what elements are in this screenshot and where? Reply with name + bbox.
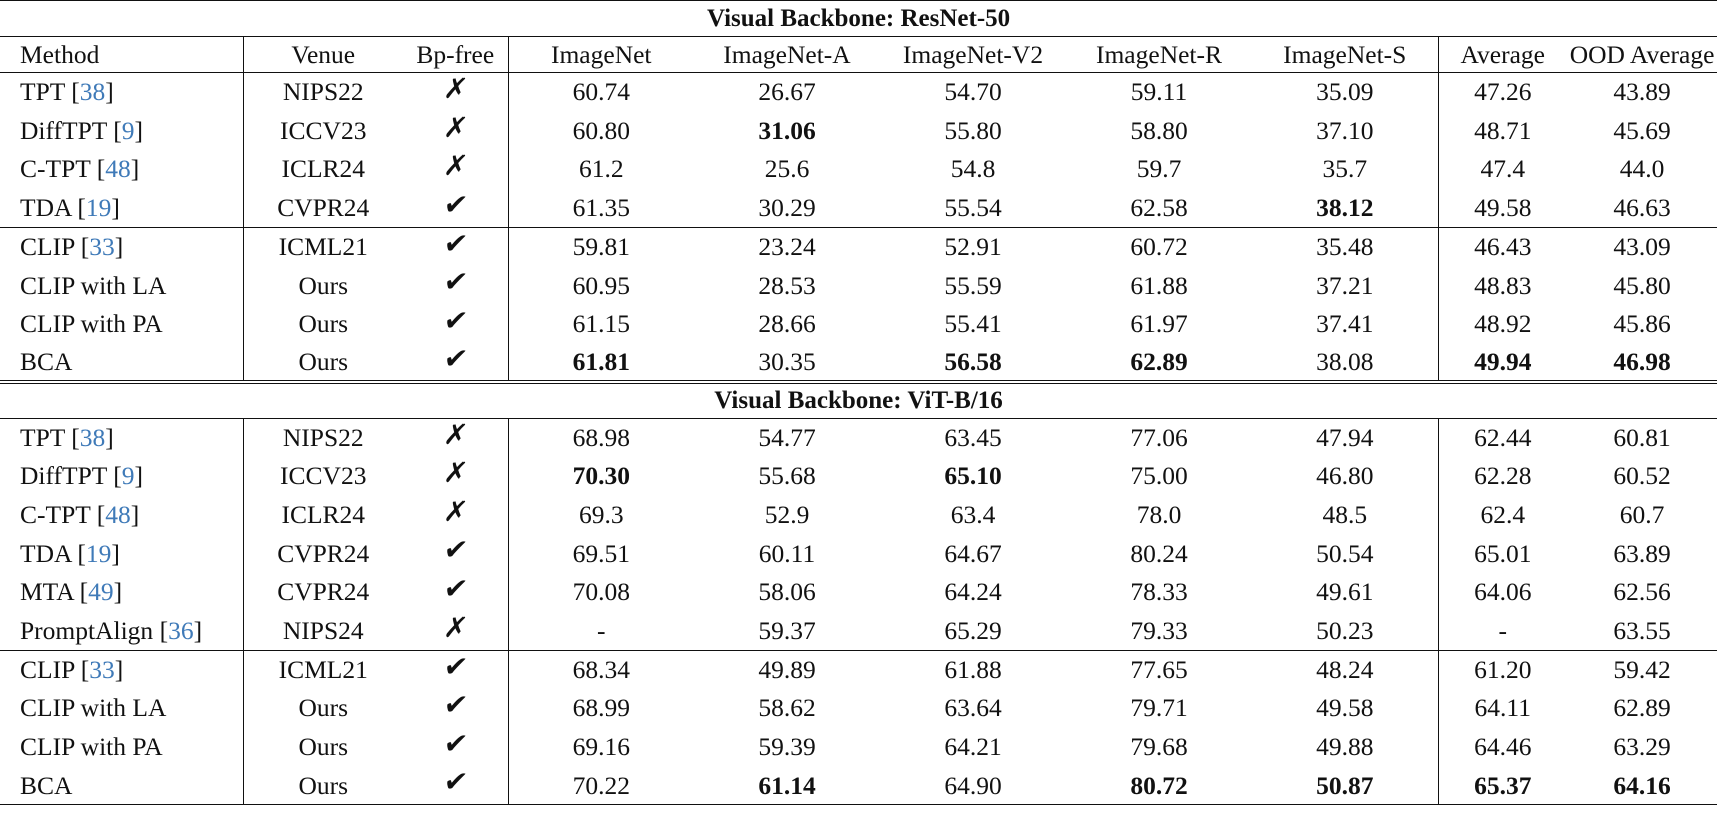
citation-bracket-open: [: [71, 538, 86, 568]
value-cell: 64.16: [1567, 766, 1717, 805]
table-row: [0, 689, 1717, 728]
column-header: ImageNet: [508, 37, 694, 73]
method-name: CLIP with PA: [20, 732, 163, 762]
value-cell: 35.48: [1252, 227, 1438, 266]
value-cell: 63.4: [950, 499, 996, 529]
value-cell: 35.09: [1252, 73, 1438, 112]
bp-free-cell: [403, 111, 508, 150]
value-cell: 61.15: [572, 309, 630, 339]
citation-bracket-close: ]: [113, 577, 123, 607]
citation-bracket-open: [: [90, 154, 106, 184]
value-cell: 28.66: [758, 309, 816, 339]
value-cell: 64.24: [944, 577, 1002, 607]
table-row: [0, 305, 1717, 344]
method-cell: [0, 766, 243, 805]
value-cell: 50.54: [1252, 534, 1438, 573]
value-cell: 80.24: [1130, 538, 1188, 568]
value-cell: 55.80: [944, 115, 1002, 145]
value-cell: 43.09: [1567, 227, 1717, 266]
bp-free-cell: [403, 495, 508, 534]
method-cell: [0, 495, 243, 534]
cross-icon: ✗: [441, 456, 470, 490]
bp-free-cell: [403, 343, 508, 382]
table-row: [0, 611, 1717, 650]
value-cell: 68.34: [508, 650, 694, 689]
venue-cell: ICML21: [243, 650, 403, 689]
citation-link[interactable]: 19: [85, 192, 112, 222]
citation-bracket-open: [: [106, 115, 122, 145]
value-cell: 49.89: [694, 650, 880, 689]
value-cell: 46.80: [1252, 457, 1438, 496]
value-cell: 54.70: [944, 77, 1002, 107]
table-row: [0, 266, 1717, 305]
method-cell: [0, 305, 243, 344]
venue-cell: ICLR24: [281, 499, 366, 529]
value-cell: 61.35: [572, 192, 630, 222]
value-cell: 79.71: [1130, 693, 1188, 723]
value-cell: 50.23: [1252, 611, 1438, 650]
bp-free-cell: [403, 573, 508, 612]
checkmark-icon: ✔: [441, 649, 470, 683]
value-cell: 70.08: [572, 577, 630, 607]
value-cell: 37.41: [1252, 305, 1438, 344]
value-cell: 78.0: [1136, 499, 1182, 529]
citation-link[interactable]: 49: [88, 577, 114, 607]
method-name: BCA: [20, 770, 73, 800]
value-cell: 60.81: [1567, 418, 1717, 457]
column-header: Method: [0, 37, 243, 73]
value-cell: 30.29: [758, 192, 816, 222]
value-cell: 61.14: [694, 766, 880, 805]
method-cell: [0, 418, 243, 457]
value-cell: 63.89: [1613, 538, 1671, 568]
citation-bracket-close: ]: [105, 422, 114, 452]
value-cell: 54.77: [694, 418, 880, 457]
value-cell: 69.51: [572, 538, 630, 568]
method-name: MTA: [20, 577, 74, 607]
citation-bracket-close: ]: [130, 499, 140, 529]
citation-bracket-open: [: [73, 577, 89, 607]
table-body: [0, 1, 1717, 805]
citation-link[interactable]: 36: [168, 615, 194, 645]
citation-link[interactable]: 33: [89, 232, 115, 262]
method-name: PromptAlign: [20, 615, 154, 645]
cross-icon: ✗: [441, 110, 470, 144]
citation-bracket-close: ]: [130, 154, 140, 184]
value-cell: 49.94: [1438, 343, 1567, 382]
method-name: CLIP: [20, 654, 75, 684]
venue-cell: CVPR24: [277, 538, 370, 568]
table-row: [0, 728, 1717, 767]
value-cell: 63.29: [1613, 732, 1671, 762]
value-cell: 48.92: [1474, 309, 1532, 339]
section-title: Visual Backbone: ResNet-50: [0, 1, 1717, 37]
table-row: [0, 150, 1717, 189]
value-cell: 62.89: [1613, 693, 1671, 723]
value-cell: 49.61: [1252, 573, 1438, 612]
value-cell: 47.94: [1252, 418, 1438, 457]
value-cell: 60.95: [572, 270, 630, 300]
method-name: CLIP with LA: [20, 270, 167, 300]
column-header: OOD Average: [1567, 37, 1717, 73]
citation-bracket-open: [: [106, 461, 122, 491]
value-cell: 77.65: [1066, 650, 1252, 689]
value-cell: 69.3: [578, 499, 624, 529]
bp-free-cell: [403, 266, 508, 305]
value-cell: 59.11: [1130, 77, 1188, 107]
venue-cell: NIPS22: [243, 418, 403, 457]
value-cell: 59.42: [1567, 650, 1717, 689]
column-header: Venue: [243, 37, 403, 73]
venue-cell: Ours: [243, 343, 403, 382]
table-row: [0, 418, 1717, 457]
method-cell: [0, 728, 243, 767]
bp-free-cell: [403, 227, 508, 266]
method-cell: [0, 343, 243, 382]
value-cell: 62.89: [1066, 343, 1252, 382]
bp-free-cell: [403, 150, 508, 189]
venue-cell: Ours: [243, 766, 403, 805]
cross-icon: ✗: [441, 417, 470, 451]
value-cell: 48.71: [1474, 115, 1532, 145]
table-row: [0, 573, 1717, 612]
value-cell: 26.67: [758, 77, 816, 107]
value-cell: 58.06: [758, 577, 816, 607]
venue-cell: CVPR24: [277, 577, 370, 607]
checkmark-icon: ✔: [441, 226, 470, 260]
venue-cell: ICLR24: [281, 154, 366, 184]
citation-link[interactable]: 38: [79, 422, 106, 452]
checkmark-icon: ✔: [441, 688, 470, 722]
value-cell: 65.29: [944, 615, 1002, 645]
method-name: BCA: [20, 346, 73, 376]
value-cell: 48.5: [1252, 495, 1438, 534]
method-cell: [0, 650, 243, 689]
cross-icon: ✗: [441, 72, 470, 106]
cross-icon: ✗: [441, 494, 470, 528]
table-row: [0, 227, 1717, 266]
value-cell: 75.00: [1130, 461, 1188, 491]
citation-bracket-close: ]: [111, 538, 120, 568]
bp-free-cell: [403, 418, 508, 457]
value-cell: -: [1498, 615, 1507, 645]
citation-bracket-close: ]: [114, 654, 124, 684]
table-row: [0, 495, 1717, 534]
value-cell: 64.11: [1474, 693, 1531, 723]
value-cell: 62.56: [1613, 577, 1671, 607]
citation-bracket-open: [: [64, 77, 80, 107]
value-cell: 44.0: [1619, 154, 1665, 184]
method-cell: [0, 611, 243, 650]
value-cell: 58.80: [1130, 115, 1188, 145]
citation-link[interactable]: 48: [105, 154, 131, 184]
value-cell: 65.37: [1438, 766, 1567, 805]
checkmark-icon: ✔: [441, 187, 470, 221]
value-cell: 60.11: [758, 538, 816, 568]
value-cell: 45.69: [1613, 115, 1671, 145]
checkmark-icon: ✔: [441, 303, 470, 337]
value-cell: 37.10: [1252, 111, 1438, 150]
citation-bracket-close: ]: [114, 232, 124, 262]
citation-link[interactable]: 48: [105, 499, 131, 529]
table-row: [0, 73, 1717, 112]
value-cell: 55.68: [758, 461, 816, 491]
citation-bracket-open: [: [64, 422, 80, 452]
column-header: Bp-free: [403, 37, 508, 73]
value-cell: 79.68: [1130, 732, 1188, 762]
value-cell: 55.59: [944, 270, 1002, 300]
method-cell: [0, 227, 243, 266]
column-header: Average: [1438, 37, 1567, 73]
venue-cell: NIPS24: [282, 615, 364, 645]
method-name: TPT: [20, 77, 65, 107]
method-cell: [0, 573, 243, 612]
value-cell: 59.81: [508, 227, 694, 266]
citation-bracket-open: [: [74, 232, 90, 262]
bp-free-cell: [403, 650, 508, 689]
bp-free-cell: [403, 534, 508, 573]
checkmark-icon: ✔: [441, 572, 470, 606]
value-cell: 47.4: [1480, 154, 1526, 184]
method-cell: [0, 457, 243, 496]
bp-free-cell: [403, 73, 508, 112]
value-cell: 46.63: [1613, 192, 1671, 222]
bp-free-cell: [403, 305, 508, 344]
value-cell: 46.43: [1438, 227, 1567, 266]
method-cell: [0, 266, 243, 305]
value-cell: 63.64: [944, 693, 1002, 723]
value-cell: 23.24: [694, 227, 880, 266]
value-cell: 78.33: [1130, 577, 1188, 607]
method-name: DiffTPT: [20, 461, 107, 491]
value-cell: 37.21: [1252, 266, 1438, 305]
citation-bracket-close: ]: [193, 615, 203, 645]
citation-bracket-close: ]: [134, 461, 144, 491]
value-cell: 64.90: [880, 766, 1066, 805]
method-name: TDA: [20, 192, 71, 222]
table-row: [0, 457, 1717, 496]
value-cell: 25.6: [764, 154, 810, 184]
value-cell: 61.20: [1438, 650, 1567, 689]
method-name: DiffTPT: [20, 115, 107, 145]
column-header: ImageNet-V2: [880, 37, 1066, 73]
value-cell: 46.98: [1567, 343, 1717, 382]
citation-link[interactable]: 9: [121, 461, 135, 491]
value-cell: -: [597, 615, 606, 645]
method-name: TDA: [20, 538, 71, 568]
venue-cell: Ours: [298, 732, 349, 762]
section-title-row: [0, 1, 1717, 37]
cross-icon: ✗: [441, 149, 470, 183]
value-cell: 49.58: [1474, 192, 1532, 222]
value-cell: 80.72: [1066, 766, 1252, 805]
value-cell: 61.81: [508, 343, 694, 382]
value-cell: 55.41: [944, 309, 1002, 339]
method-name: C-TPT: [20, 154, 91, 184]
venue-cell: NIPS22: [282, 77, 364, 107]
value-cell: 54.8: [950, 154, 996, 184]
value-cell: 31.06: [758, 115, 816, 145]
method-cell: [0, 189, 243, 228]
citation-link[interactable]: 19: [85, 538, 112, 568]
value-cell: 65.10: [944, 461, 1002, 491]
method-name: CLIP: [20, 232, 75, 262]
table-row: [0, 111, 1717, 150]
value-cell: 60.7: [1619, 499, 1665, 529]
value-cell: 50.87: [1252, 766, 1438, 805]
bp-free-cell: [403, 689, 508, 728]
value-cell: 58.62: [758, 693, 816, 723]
citation-bracket-open: [: [153, 615, 169, 645]
checkmark-icon: ✔: [441, 341, 470, 375]
value-cell: 56.58: [880, 343, 1066, 382]
method-name: C-TPT: [20, 499, 91, 529]
method-cell: [0, 111, 243, 150]
value-cell: 61.88: [880, 650, 1066, 689]
value-cell: 70.22: [508, 766, 694, 805]
value-cell: 68.99: [572, 693, 630, 723]
value-cell: 79.33: [1130, 615, 1188, 645]
value-cell: 60.80: [572, 115, 630, 145]
column-header: ImageNet-R: [1066, 37, 1252, 73]
value-cell: 60.74: [572, 77, 630, 107]
value-cell: 63.55: [1613, 615, 1671, 645]
venue-cell: CVPR24: [277, 192, 370, 222]
value-cell: 70.30: [572, 461, 630, 491]
value-cell: 77.06: [1066, 418, 1252, 457]
value-cell: 60.72: [1066, 227, 1252, 266]
value-cell: 38.08: [1252, 343, 1438, 382]
value-cell: 64.67: [944, 538, 1002, 568]
value-cell: 64.06: [1474, 577, 1532, 607]
value-cell: 62.44: [1438, 418, 1567, 457]
value-cell: 55.54: [944, 192, 1002, 222]
checkmark-icon: ✔: [441, 533, 470, 567]
value-cell: 69.16: [572, 732, 630, 762]
value-cell: 52.91: [880, 227, 1066, 266]
method-cell: [0, 73, 243, 112]
value-cell: 61.97: [1130, 309, 1188, 339]
section-title-row: [0, 382, 1717, 418]
method-name: CLIP with PA: [20, 309, 163, 339]
value-cell: 59.39: [758, 732, 816, 762]
bp-free-cell: [403, 611, 508, 650]
citation-bracket-close: ]: [111, 192, 120, 222]
value-cell: 35.7: [1252, 150, 1438, 189]
table-row: [0, 189, 1717, 228]
bp-free-cell: [403, 766, 508, 805]
value-cell: 49.88: [1252, 728, 1438, 767]
value-cell: 48.24: [1252, 650, 1438, 689]
bp-free-cell: [403, 457, 508, 496]
citation-link[interactable]: 38: [79, 77, 106, 107]
table-row: [0, 650, 1717, 689]
value-cell: 68.98: [508, 418, 694, 457]
checkmark-icon: ✔: [441, 726, 470, 760]
citation-bracket-open: [: [90, 499, 106, 529]
venue-cell: ICCV23: [280, 461, 367, 491]
venue-cell: ICCV23: [280, 115, 367, 145]
value-cell: 61.88: [1130, 270, 1188, 300]
value-cell: 30.35: [694, 343, 880, 382]
method-name: CLIP with LA: [20, 693, 167, 723]
value-cell: 28.53: [758, 270, 816, 300]
value-cell: 43.89: [1613, 77, 1671, 107]
value-cell: 47.26: [1474, 77, 1532, 107]
checkmark-icon: ✔: [441, 765, 470, 799]
value-cell: 60.52: [1613, 461, 1671, 491]
table-row: [0, 534, 1717, 573]
value-cell: 63.45: [880, 418, 1066, 457]
value-cell: 62.28: [1474, 461, 1532, 491]
value-cell: 59.7: [1136, 154, 1182, 184]
venue-cell: ICML21: [243, 227, 403, 266]
value-cell: 64.46: [1474, 732, 1532, 762]
citation-bracket-close: ]: [105, 77, 114, 107]
method-name: TPT: [20, 422, 65, 452]
citation-bracket-open: [: [74, 654, 90, 684]
citation-link[interactable]: 33: [89, 654, 115, 684]
bp-free-cell: [403, 728, 508, 767]
table-row: [0, 766, 1717, 805]
value-cell: 65.01: [1474, 538, 1532, 568]
value-cell: 64.21: [944, 732, 1002, 762]
citation-bracket-open: [: [71, 192, 86, 222]
method-cell: [0, 689, 243, 728]
column-header: ImageNet-S: [1252, 37, 1438, 73]
venue-cell: Ours: [298, 693, 349, 723]
value-cell: 38.12: [1252, 189, 1438, 228]
method-cell: [0, 150, 243, 189]
checkmark-icon: ✔: [441, 265, 470, 299]
value-cell: 59.37: [758, 615, 816, 645]
value-cell: 62.58: [1130, 192, 1188, 222]
bp-free-cell: [403, 189, 508, 228]
value-cell: 61.2: [578, 154, 624, 184]
section-title: Visual Backbone: ViT-B/16: [0, 382, 1717, 418]
value-cell: 45.86: [1613, 309, 1671, 339]
value-cell: 62.4: [1480, 499, 1526, 529]
method-cell: [0, 534, 243, 573]
value-cell: 45.80: [1613, 270, 1671, 300]
value-cell: 48.83: [1474, 270, 1532, 300]
column-header-row: [0, 37, 1717, 73]
citation-link[interactable]: 9: [121, 115, 135, 145]
venue-cell: Ours: [298, 270, 349, 300]
value-cell: 52.9: [764, 499, 810, 529]
cross-icon: ✗: [441, 610, 470, 644]
citation-bracket-close: ]: [134, 115, 144, 145]
venue-cell: Ours: [298, 309, 349, 339]
table-row: [0, 343, 1717, 382]
value-cell: 49.58: [1252, 689, 1438, 728]
column-header: ImageNet-A: [694, 37, 880, 73]
